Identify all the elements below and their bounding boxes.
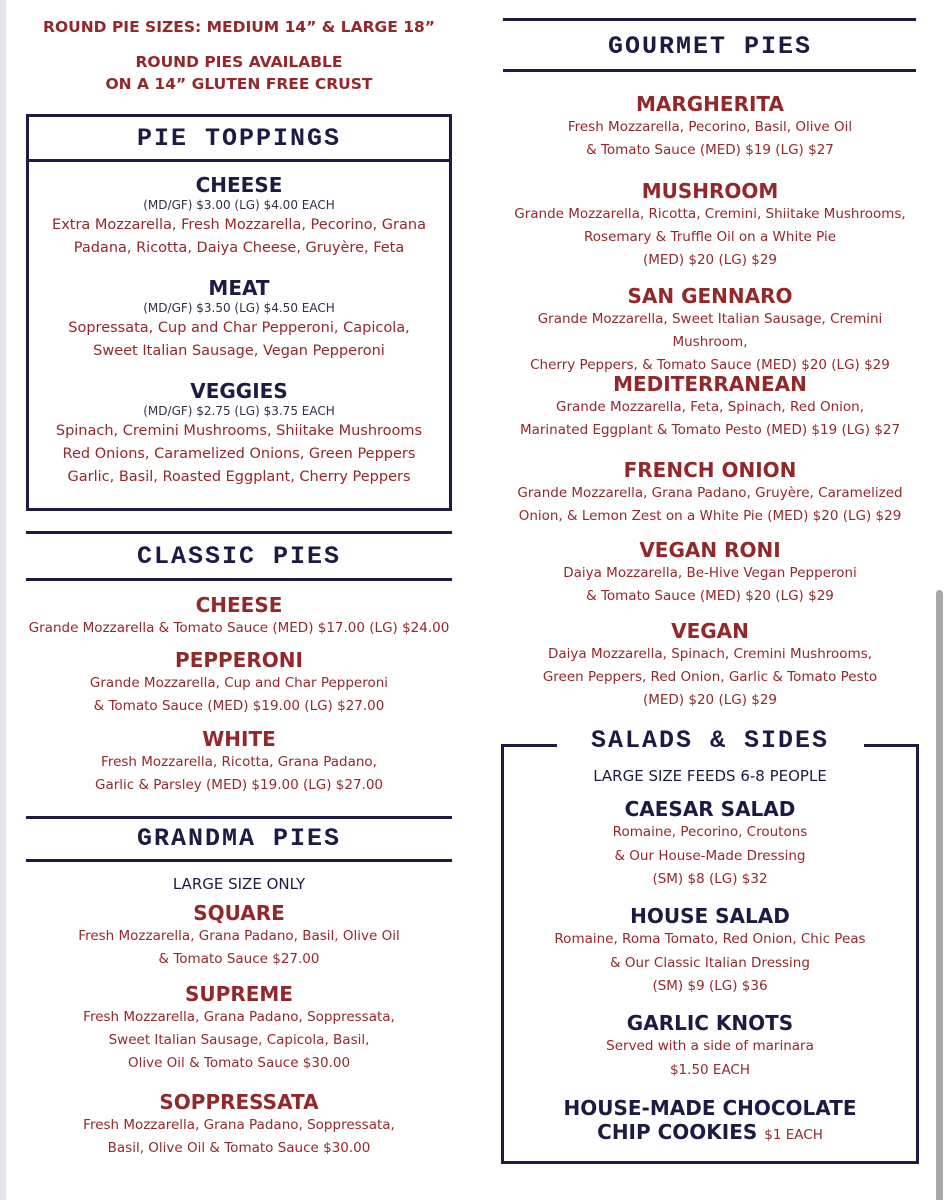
item-desc-line: (SM) $9 (LG) $36 xyxy=(652,978,768,994)
item-desc-line: Fresh Mozzarella, Grana Padano, Soppressata, xyxy=(83,1009,395,1025)
side-garlic-knots xyxy=(502,1011,918,1082)
category-price: (MD/GF) $3.50 (LG) $4.50 EACH xyxy=(143,301,335,315)
item-desc-line: Basil, Olive Oil & Tomato Sauce $30.00 xyxy=(107,1140,371,1156)
grandma-pie-soppressata xyxy=(26,1090,452,1160)
item-desc-line: Daiya Mozzarella, Spinach, Cremini Mushrooms, xyxy=(547,646,873,662)
round-pie-sizes-note: ROUND PIE SIZES: MEDIUM 14” & LARGE 18” xyxy=(43,18,435,36)
item-desc-line: Green Peppers, Red Onion, Garlic & Tomato Pesto xyxy=(542,669,878,685)
item-name-line1: HOUSE-MADE CHOCOLATE xyxy=(563,1096,857,1120)
item-desc-line: Fresh Mozzarella, Ricotta, Grana Padano, xyxy=(101,754,377,770)
item-desc-line: Grande Mozzarella & Tomato Sauce (MED) $17.00 (LG) $24.00 xyxy=(28,620,450,636)
pie-toppings-header xyxy=(29,117,449,162)
gourmet-pies-bottom-rule xyxy=(503,69,916,72)
item-desc-line: Grande Mozzarella, Ricotta, Cremini, Shiitake Mushrooms, xyxy=(514,206,906,222)
item-desc-line: Grande Mozzarella, Grana Padano, Gruyère, Caramelized xyxy=(517,485,903,501)
item-desc-line: Grande Mozzarella, Feta, Spinach, Red Onion, xyxy=(555,399,864,415)
item-desc-line: $1.50 EACH xyxy=(669,1061,751,1078)
gourmet-pie-vegan xyxy=(502,619,918,712)
item-desc-line: Romaine, Roma Tomato, Red Onion, Chic Peas xyxy=(554,931,866,947)
grandma-pie-square xyxy=(26,901,452,971)
item-desc-line: (MED) $20 (LG) $29 xyxy=(642,252,778,268)
gourmet-pies-title: GOURMET PIES xyxy=(607,32,813,61)
item-name: CAESAR SALAD xyxy=(624,797,796,821)
grandma-pie-supreme xyxy=(26,982,452,1075)
item-name: HOUSE SALAD xyxy=(630,904,790,928)
gourmet-pies-top-rule xyxy=(503,18,916,21)
item-name: VEGAN RONI xyxy=(639,538,781,562)
grandma-pies-bottom-rule xyxy=(26,859,452,862)
classic-pies-bottom-rule xyxy=(26,578,452,581)
classic-pies-title: CLASSIC PIES xyxy=(136,542,342,571)
item-desc-line: Served with a side of marinara xyxy=(606,1038,814,1054)
item-desc-line: Fresh Mozzarella, Grana Padano, Soppressata, xyxy=(83,1117,395,1133)
item-name: GARLIC KNOTS xyxy=(626,1011,794,1035)
topping-category-veggies xyxy=(29,379,449,489)
item-name: CHEESE xyxy=(195,593,283,617)
category-items-line: Sweet Italian Sausage, Vegan Pepperoni xyxy=(93,343,385,359)
item-desc-line: & Our Classic Italian Dressing xyxy=(610,954,810,971)
gourmet-pie-french-onion xyxy=(502,458,918,528)
item-name: PEPPERONI xyxy=(175,648,303,672)
grandma-pies-title: GRANDMA PIES xyxy=(136,824,342,853)
category-items-line: Garlic, Basil, Roasted Eggplant, Cherry Peppers xyxy=(67,469,411,485)
classic-pie-pepperoni xyxy=(26,648,452,718)
classic-pies-top-rule xyxy=(26,531,452,534)
salads-sides-title: SALADS & SIDES xyxy=(590,726,830,755)
item-name-line2: CHIP COOKIES xyxy=(597,1120,758,1144)
item-desc-line: Grande Mozzarella, Cup and Char Pepperoni xyxy=(89,675,389,691)
category-items-line: Spinach, Cremini Mushrooms, Shiitake Mushrooms xyxy=(55,423,423,439)
item-price: $1 EACH xyxy=(764,1127,823,1143)
gluten-free-note-line2: ON A 14” GLUTEN FREE CRUST xyxy=(105,75,373,93)
item-desc-line: Sweet Italian Sausage, Capicola, Basil, xyxy=(108,1032,370,1048)
item-name: MUSHROOM xyxy=(641,179,779,203)
item-name: FRENCH ONION xyxy=(623,458,797,482)
category-price: (MD/GF) $2.75 (LG) $3.75 EACH xyxy=(143,404,335,418)
item-desc-line: & Tomato Sauce (MED) $19 (LG) $27 xyxy=(586,142,834,158)
item-name: WHITE xyxy=(202,727,276,751)
item-name: VEGAN xyxy=(671,619,749,643)
category-name: VEGGIES xyxy=(190,379,288,403)
category-items-line: Padana, Ricotta, Daiya Cheese, Gruyère, Feta xyxy=(73,240,405,256)
item-desc-line: Onion, & Lemon Zest on a White Pie (MED) $20 (LG) $29 xyxy=(518,508,902,524)
category-items-line: Extra Mozzarella, Fresh Mozzarella, Pecorino, Grana xyxy=(52,217,426,233)
item-name: MEDITERRANEAN xyxy=(613,372,807,396)
gourmet-pie-mushroom xyxy=(502,179,918,272)
item-desc-line: Daiya Mozzarella, Be-Hive Vegan Pepperoni xyxy=(563,565,857,581)
item-desc-line: Marinated Eggplant & Tomato Pesto (MED) $19 (LG) $27 xyxy=(519,422,901,438)
item-name: SOPPRESSATA xyxy=(159,1090,319,1114)
classic-pie-cheese xyxy=(26,593,452,640)
gourmet-pie-mediterranean xyxy=(502,372,918,442)
item-desc-line: & Tomato Sauce $27.00 xyxy=(158,951,320,967)
category-items-line: Sopressata, Cup and Char Pepperoni, Capicola, xyxy=(68,320,410,336)
item-desc-line: & Tomato Sauce (MED) $20 (LG) $29 xyxy=(586,588,834,604)
classic-pie-white xyxy=(26,727,452,797)
pie-toppings-title: PIE TOPPINGS xyxy=(136,123,342,153)
page-left-edge xyxy=(0,0,6,1200)
item-desc-line: Romaine, Pecorino, Croutons xyxy=(612,824,808,840)
category-name: MEAT xyxy=(208,276,270,300)
item-desc-line: Rosemary & Truffle Oil on a White Pie xyxy=(584,229,836,245)
side-caesar-salad xyxy=(502,797,918,892)
pie-toppings-box xyxy=(26,114,452,511)
item-name: SUPREME xyxy=(185,982,293,1006)
item-name: MARGHERITA xyxy=(635,92,784,116)
gourmet-pie-san-gennaro xyxy=(502,284,918,377)
scrollbar-thumb[interactable] xyxy=(936,590,943,1200)
side-house-salad xyxy=(502,904,918,999)
item-desc-line: (MED) $20 (LG) $29 xyxy=(642,692,778,708)
gluten-free-note-line1: ROUND PIES AVAILABLE xyxy=(135,53,343,71)
item-desc-line: & Tomato Sauce (MED) $19.00 (LG) $27.00 xyxy=(93,698,385,714)
salads-sides-subtitle: LARGE SIZE FEEDS 6-8 PEOPLE xyxy=(593,767,827,785)
item-name: SAN GENNARO xyxy=(627,284,793,308)
topping-category-meat xyxy=(29,276,449,363)
gourmet-pie-vegan-roni xyxy=(502,538,918,608)
item-desc-line: Olive Oil & Tomato Sauce $30.00 xyxy=(127,1055,351,1071)
item-desc-line: Grande Mozzarella, Sweet Italian Sausage, Cremini Mushroom, xyxy=(537,311,883,350)
category-price: (MD/GF) $3.00 (LG) $4.00 EACH xyxy=(143,198,335,212)
grandma-pies-subtitle: LARGE SIZE ONLY xyxy=(172,875,306,893)
grandma-pies-top-rule xyxy=(26,816,452,819)
item-desc-line: Cherry Peppers, & Tomato Sauce (MED) $20 (LG) $29 xyxy=(530,357,890,373)
side-cookies xyxy=(502,1096,918,1147)
gourmet-pie-margherita xyxy=(502,92,918,162)
item-desc-line: Fresh Mozzarella, Pecorino, Basil, Olive Oil xyxy=(567,119,853,135)
item-desc-line: (SM) $8 (LG) $32 xyxy=(652,871,768,887)
topping-category-cheese xyxy=(29,173,449,260)
category-name: CHEESE xyxy=(195,173,283,197)
item-name: SQUARE xyxy=(193,901,285,925)
item-desc-line: & Our House-Made Dressing xyxy=(614,847,806,864)
category-items-line: Red Onions, Caramelized Onions, Green Peppers xyxy=(62,446,416,462)
item-desc-line: Garlic & Parsley (MED) $19.00 (LG) $27.00 xyxy=(94,777,383,793)
item-desc-line: Fresh Mozzarella, Grana Padano, Basil, Olive Oil xyxy=(78,928,400,944)
